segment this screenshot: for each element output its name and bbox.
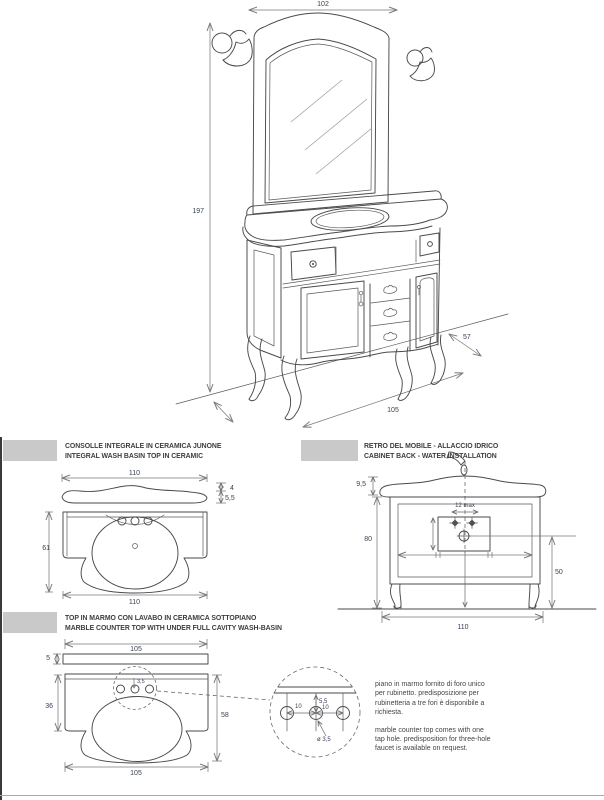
section-back-title-en: CABINET BACK - WATER INSTALLATION	[364, 452, 497, 460]
dim-marble-wing-depth: 36	[45, 703, 53, 710]
dim-back-hole-max: 12 max	[455, 503, 475, 509]
dim-basin-depth: 61	[42, 545, 50, 552]
section-back-title	[364, 442, 498, 461]
dim-total-height: 197	[192, 208, 204, 215]
note-it-line: rubinetteria a tre fori è disponibile a	[375, 699, 485, 707]
section-back-title-it: RETRO DEL MOBILE - ALLACCIO IDRICO	[364, 443, 499, 450]
note-it-line: per rubinetto. predisposizione per	[375, 690, 479, 698]
section-basin-accent-bar	[3, 440, 57, 461]
section-basin-title	[65, 442, 221, 461]
section-basin-title-en: INTEGRAL WASH BASIN TOP IN CERAMIC	[65, 452, 204, 460]
dim-detail-hole-diameter: ø 3,5	[317, 737, 331, 743]
dim-marble-width-top: 105	[130, 646, 142, 653]
section-basin-title-it: CONSOLLE INTEGRALE IN CERAMICA JUNONE	[65, 443, 222, 450]
dim-marble-thickness: 5	[46, 655, 50, 662]
dim-detail-span-left: 10	[295, 704, 302, 710]
dim-mirror-width: 102	[317, 1, 329, 8]
dim-marble-hole-offset: 3,5	[137, 679, 145, 685]
tap-hole-detail	[270, 667, 360, 757]
dim-cabinet-width: 105	[387, 407, 399, 414]
note-it-line: richiesta.	[375, 709, 404, 717]
dim-depth: 57	[463, 334, 471, 341]
dim-back-top-thickness: 9,5	[356, 481, 366, 488]
basin-top-side-view	[62, 474, 226, 503]
dim-basin-width-top: 110	[128, 470, 141, 477]
dim-detail-edge-offset: 5,5	[319, 699, 328, 705]
sconce-left	[212, 30, 252, 66]
section-marble-title-it: TOP IN MARMO CON LAVABO IN CERAMICA SOTTOPIANO	[65, 615, 257, 622]
section-marble-title-en: MARBLE COUNTER TOP WITH UNDER FULL CAVITY WASH-BASIN	[65, 624, 282, 632]
dim-basin-thickness: 4	[230, 485, 234, 492]
dim-detail-span-right: 10	[322, 705, 329, 711]
dim-basin-width-bottom: 110	[128, 599, 141, 606]
note-it-line: piano in marmo fornito di foro unico	[375, 681, 485, 688]
dim-back-height: 80	[364, 536, 372, 543]
note-en-line: marble counter top comes with one	[375, 726, 484, 734]
section-marble-accent-bar	[3, 612, 57, 633]
page-bottom-edge	[0, 795, 604, 796]
cabinet-back-view	[338, 452, 596, 623]
marble-top-plan-view	[54, 667, 270, 773]
mirror	[253, 13, 389, 214]
dim-back-drain-height: 50	[555, 569, 563, 576]
note-en-line: faucet is available on request.	[375, 745, 468, 753]
section-back-accent-bar	[301, 440, 358, 461]
dim-marble-depth: 58	[221, 712, 229, 719]
dim-marble-width-bottom: 105	[130, 770, 142, 777]
dim-basin-edge: 5,5	[225, 495, 235, 502]
sconce-right	[407, 48, 434, 81]
vanity-cabinet	[243, 191, 448, 420]
notes-block	[375, 680, 491, 754]
perspective-drawing	[176, 10, 508, 427]
dim-back-width: 110	[457, 624, 469, 631]
page-fold-line	[0, 437, 2, 800]
dimension-lines-perspective	[176, 10, 508, 427]
basin-top-plan-view	[45, 512, 207, 599]
note-en-line: tap hole. predisposition for three-hole	[375, 736, 491, 744]
section-marble-title	[65, 614, 282, 633]
